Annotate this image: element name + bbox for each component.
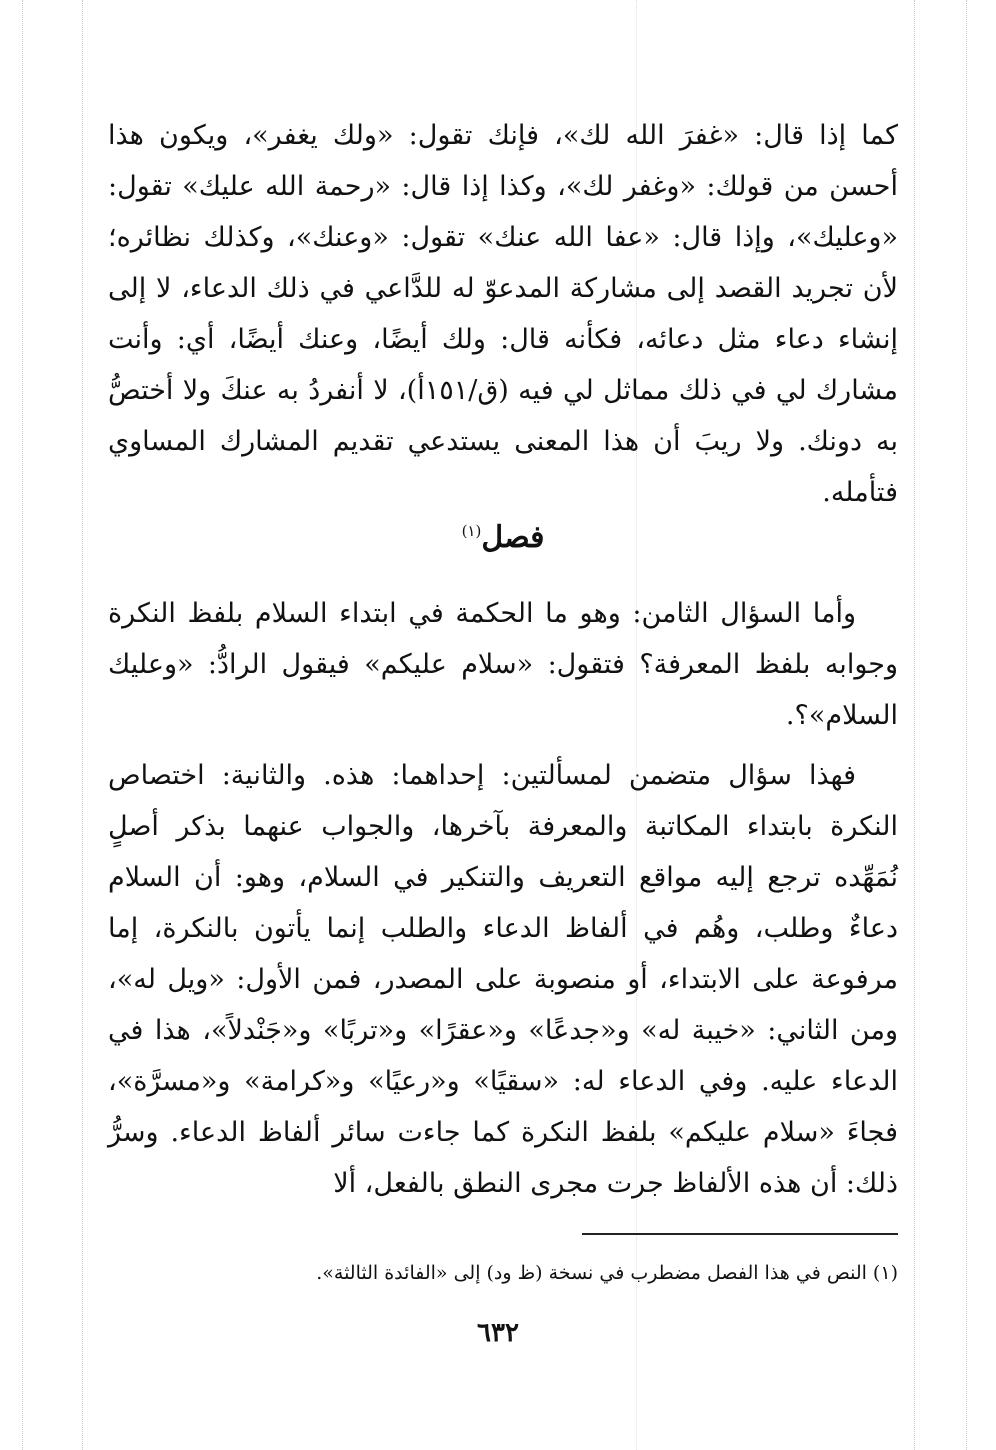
footnote: (١) النص في هذا الفصل مضطرب في نسخة (ظ ود) إلى «الفائدة الثالثة». (316, 1262, 898, 1284)
scan-guide-line (914, 0, 915, 1450)
scan-guide-line (82, 0, 83, 1450)
scan-guide-line (22, 0, 23, 1450)
body-paragraph-3 (108, 750, 898, 1209)
section-heading-title: فصل (481, 520, 545, 555)
paragraph-text: فهذا سؤال متضمن لمسألتين: إحداهما: هذه. والثانية: اختصاص النكرة بابتداء المكاتبة والمعرفة بآخرها، والجواب عنهما بذكر أصلٍ نُمَهِّده ترجع إليه مواقع التعريف والتنكير في السلام، وهو: أن السلام دعاءٌ وطلب، وهُم في ألفاظ الدعاء والطلب إنما يأتون بالنكرة، إما مرفوعة على الابتداء، أو منصوبة على المصدر، فمن الأول: «ويل له»، ومن الثاني: «خيبة له» و«جدعًا» و«عقرًا» و«تربًا» و«جَنْدلاً»، هذا في الدعاء عليه. وفي الدعاء له: «سقيًا» و«رعيًا» و«كرامة» و«مسرَّة»، فجاءَ «سلام عليكم» بلفظ النكرة كما جاءت سائر ألفاظ الدعاء. وسرُّ ذلك: أن هذه الألفاظ جرت مجرى النطق بالفعل، ألا (108, 760, 898, 1199)
body-paragraph-2 (108, 588, 898, 741)
paragraph-text: كما إذا قال: «غفرَ الله لك»، فإنك تقول: «ولك يغفر»، ويكون هذا أحسن من قولك: «وغفر لك»، وكذا إذا قال: «رحمة الله عليك» تقول: «وعليك»، وإذا قال: «عفا الله عنك» تقول: «وعنك»، وكذلك نظائره؛ لأن تجريد القصد إلى مشاركة المدعوّ له للدَّاعي في ذلك الدعاء، لا إلى إنشاء دعاء مثل دعائه، فكأنه قال: ولك أيضًا، وعنك أيضًا، أي: وأنت مشارك لي في ذلك مماثل لي فيه (ق/١٥١أ)، لا أنفردُ به عنكَ ولا أختصُّ به دونك. ولا ريبَ أن هذا المعنى يستدعي تقديم المشارك المساوي فتأمله. (108, 120, 898, 508)
paragraph-text: وأما السؤال الثامن: وهو ما الحكمة في ابتداء السلام بلفظ النكرة وجوابه بلفظ المعرفة؟ فتقول: «سلام عليكم» فيقول الرادُّ: «وعليك السلام»؟. (108, 598, 898, 731)
footnote-reference: (١) (461, 522, 482, 540)
section-heading (108, 520, 898, 555)
body-paragraph-1 (108, 110, 898, 518)
scan-guide-line (966, 0, 967, 1450)
page-number: ٦٣٢ (477, 1318, 519, 1348)
footnote-separator (582, 1233, 898, 1235)
